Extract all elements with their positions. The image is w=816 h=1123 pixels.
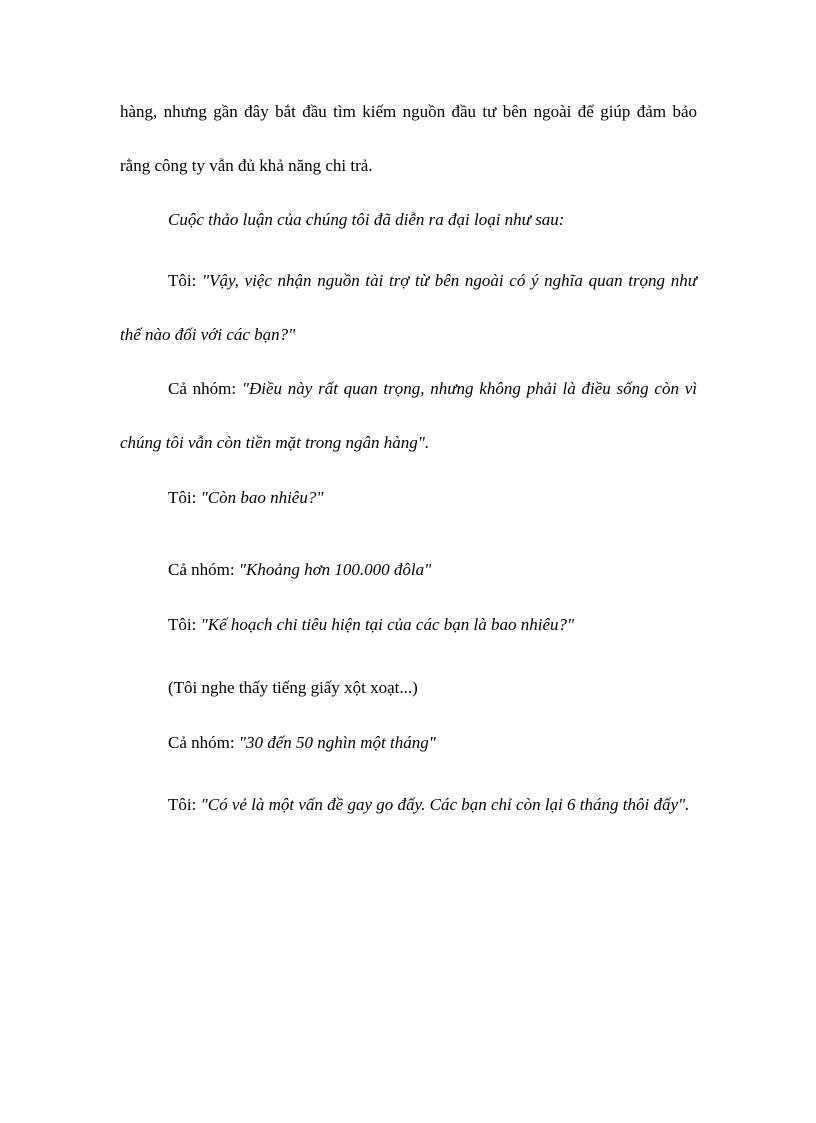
dialogue-quote: "Khoảng hơn 100.000 đôla" — [238, 560, 432, 579]
dialogue-quote: "Vậy, việc nhận nguồn tài trợ từ bên ngoài có ý nghĩa quan trọng như thế nào đối với các bạn?" — [120, 271, 697, 344]
dialogue-line — [120, 471, 697, 525]
dialogue-quote: "30 đến 50 nghìn một tháng" — [238, 733, 436, 752]
paragraph-discussion-intro: Cuộc thảo luận của chúng tôi đã diễn ra đại loại như sau: — [168, 210, 565, 229]
dialogue-line — [120, 598, 697, 652]
speaker-label: Cả nhóm: — [168, 560, 239, 579]
dialogue-line — [120, 254, 697, 362]
speaker-label: Tôi: — [168, 271, 202, 290]
dialogue-line — [120, 716, 697, 770]
dialogue-line — [120, 778, 697, 832]
speaker-label: Tôi: — [168, 488, 201, 507]
speaker-label: Cả nhóm: — [168, 733, 239, 752]
dialogue-quote: "Điều này rất quan trọng, nhưng không phải là điều sống còn vì chúng tôi vẫn còn tiền mặt trong ngân hàng". — [120, 379, 697, 452]
dialogue-quote: "Kế hoạch chi tiêu hiện tại của các bạn là bao nhiêu?" — [200, 615, 575, 634]
dialogue-line — [120, 362, 697, 470]
speaker-label: Tôi: — [168, 795, 201, 814]
dialogue-quote: "Còn bao nhiêu?" — [200, 488, 324, 507]
paragraph-continuation: hàng, nhưng gần đây bắt đầu tìm kiếm nguồn đầu tư bên ngoài để giúp đảm bảo rằng công ty vẫn đủ khả năng chi trả. — [120, 102, 697, 175]
dialogue-quote: "Có vẻ là một vấn đề gay go đấy. Các bạn chỉ còn lại 6 tháng thôi đấy". — [200, 795, 690, 814]
narration-line: (Tôi nghe thấy tiếng giấy xột xoạt...) — [168, 678, 418, 697]
speaker-label: Tôi: — [168, 615, 201, 634]
speaker-label: Cả nhóm: — [168, 379, 242, 398]
dialogue-line — [120, 543, 697, 597]
